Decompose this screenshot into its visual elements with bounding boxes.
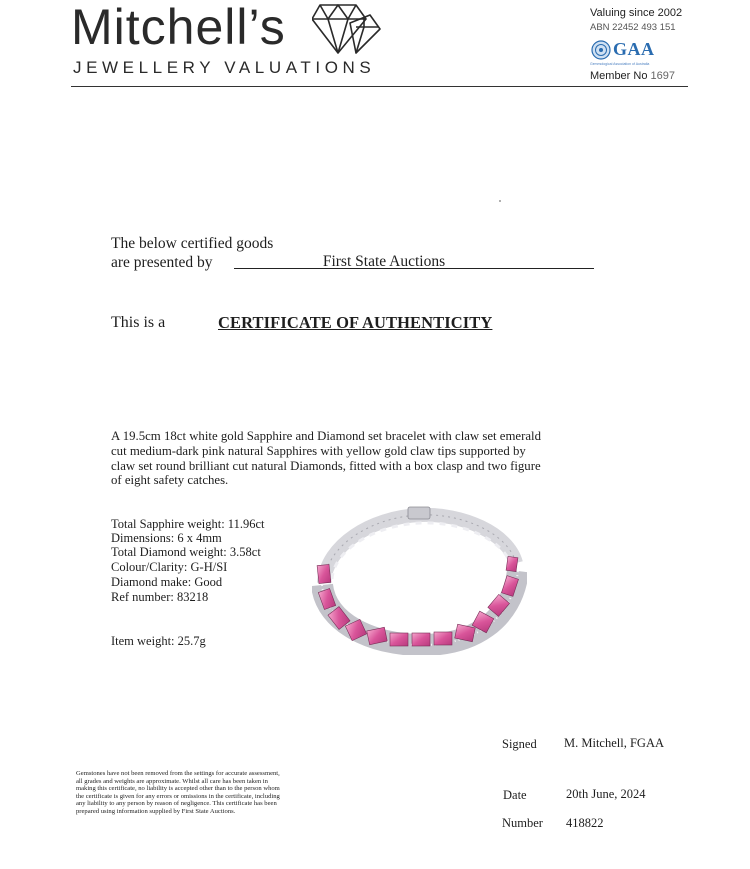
- speck: [499, 200, 501, 202]
- certificate-prefix: This is a: [111, 314, 166, 331]
- gaa-subtext: Gemmological Association of Australia: [590, 62, 650, 66]
- spec-sapphire-weight: Total Sapphire weight: 11.96ct: [111, 517, 265, 531]
- spec-ref-number: Ref number: 83218: [111, 590, 209, 604]
- header-divider: [71, 86, 688, 87]
- date-label: Date: [503, 788, 527, 802]
- signed-value: M. Mitchell, FGAA: [564, 736, 664, 750]
- member-number: [590, 70, 675, 82]
- member-number-value: 1697: [650, 70, 676, 82]
- valuing-since: Valuing since 2002: [590, 7, 683, 19]
- member-label: Member No: [590, 70, 648, 82]
- number-label: Number: [502, 816, 543, 830]
- spec-dimensions: Dimensions: 6 x 4mm: [111, 531, 222, 545]
- date-value: 20th June, 2024: [566, 787, 646, 801]
- spec-colour-clarity: Colour/Clarity: G-H/SI: [111, 560, 228, 574]
- signed-label: Signed: [502, 737, 537, 751]
- brand-name: Mitchell’s: [71, 0, 286, 55]
- intro-line-1: The below certified goods: [111, 235, 274, 252]
- spec-diamond-weight: Total Diamond weight: 3.58ct: [111, 545, 261, 559]
- item-weight: Item weight: 25.7g: [111, 634, 206, 648]
- item-description: A 19.5cm 18ct white gold Sapphire and Diamond set bracelet with claw set emerald cut medium-dark pink natural Sapphires with yellow gold claw tips supported by claw set round brilliant cut natural Diamonds, fitted with a box clasp and two figure of eight safety catches.: [111, 429, 541, 488]
- bracelet-photo: [312, 505, 527, 655]
- number-value: 418822: [566, 816, 604, 830]
- abn-number: ABN 22452 493 151: [590, 22, 676, 33]
- gaa-emblem-icon: [591, 40, 611, 60]
- brand-tagline: JEWELLERY VALUATIONS: [73, 58, 376, 77]
- diamond-logo-icon: [312, 3, 382, 55]
- gaa-logo-text: GAA: [613, 39, 655, 59]
- disclaimer-text: Gemstones have not been removed from the settings for accurate assessment, all grades and weights are approximate. Whilst all care has been taken in making this certificate, no liability is accepted other than to the person whom the certificate is given for any errors or omissions in the certificate, including any liability to any person by reason of negligence. This certificate has been prepared using information supplied by First State Auctions.: [76, 770, 280, 815]
- certificate-title: CERTIFICATE OF AUTHENTICITY: [218, 313, 493, 332]
- intro-line-2: are presented by: [111, 254, 213, 271]
- presenter-name: First State Auctions: [322, 253, 446, 270]
- presenter-underline: [234, 268, 594, 269]
- spec-diamond-make: Diamond make: Good: [111, 575, 223, 589]
